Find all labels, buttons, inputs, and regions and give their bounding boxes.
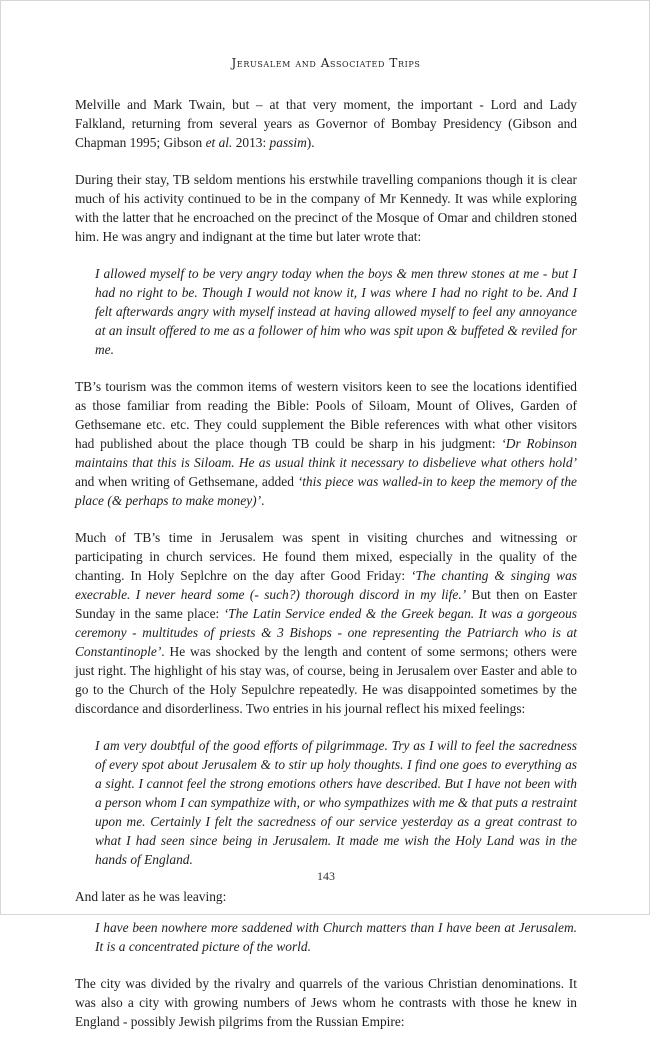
text-run: 2013: bbox=[232, 135, 270, 150]
italic-run: ‘Dr Robinson maintains that this is Siloam. He as usual think it necessary to disbelieve what others hold’ bbox=[75, 436, 577, 470]
block-quote-2: I am very doubtful of the good efforts of pilgrimmage. Try as I will to feel the sacredness of every spot about Jerusalem & to stir up holy thoughts. I find one goes to everything as a sight. I cannot feel the strong emotions others have described. But I have not been with a person whom I can sympathize with, or who sympathizes with me & that puts a restraint upon me. Certainly I felt the sacredness of our service yesterday as a great contrast to what I had seen since being in Jerusalem. It made me wish the Holy Land was in the hands of England. bbox=[95, 738, 577, 867]
text-run: Melville and Mark Twain, but – at that very moment, the important - Lord and Lady Falkland, returning from several years as Governor of Bombay Presidency (Gibson and Chapman 1995; Gibson bbox=[75, 97, 577, 150]
paragraph-2: During their stay, TB seldom mentions his erstwhile travelling companions though it is clear much of his activity continued to be in the company of Mr Kennedy. It was while exploring with the latter that he encroached on the precinct of the Mosque of Omar and children stoned him. He was angry and indignant at the time but later wrote that: bbox=[75, 172, 577, 244]
page-number: 143 bbox=[317, 869, 335, 883]
italic-run: ‘this piece was walled-in to keep the memory of the place (& perhaps to make money)’ bbox=[75, 474, 577, 508]
text-run: TB’s tourism was the common items of western visitors keen to see the locations identified as those familiar from reading the Bible: Pools of Siloam, Mount of Olives, Garden of Gethsemane etc. etc. They could supplement the Bible references with what other visitors had published about the place though TB could be sharp in his judgment: bbox=[75, 379, 577, 451]
italic-run: passim bbox=[269, 135, 307, 150]
italic-run: ‘The chanting & singing was execrable. I never heard some (- such?) thorough discord in my life.’ bbox=[75, 568, 577, 602]
text-run: . bbox=[261, 493, 265, 508]
italic-run: ‘The Latin Service ended & the Greek began. It was a gorgeous ceremony - multitudes of priests & 3 Bishops - one representing the Patriarch who is at Constantinople’ bbox=[75, 606, 578, 659]
text-run: But then on Easter Sunday in the same place: bbox=[75, 587, 578, 621]
text-run: Much of TB’s time in Jerusalem was spent in visiting churches and witnessing or participating in church services. He found them mixed, especially in the quality of the chanting. In Holy Seplchre on the day after Good Friday: bbox=[75, 530, 577, 583]
paragraph-6: The city was divided by the rivalry and quarrels of the various Christian denominations. It was also a city with growing numbers of Jews whom he contrasts with those he knew in England - possibly Jewish pilgrims from the Russian Empire: bbox=[75, 976, 577, 1029]
text-run: and when writing of Gethsemane, added bbox=[75, 474, 298, 489]
page-body bbox=[75, 95, 577, 1049]
text-run: . He was shocked by the length and content of some sermons; others were just right. The highlight of his stay was, of course, being in Jerusalem over Easter and able to go to the Church of the Holy Sepulchre repeatedly. He was disappointed sometimes by the discordance and disorderliness. Two entries in his journal reflect his mixed feelings: bbox=[75, 644, 577, 716]
paragraph-3 bbox=[75, 377, 577, 510]
block-quote-1: I allowed myself to be very angry today when the boys & men threw stones at me - but I had no right to be. Though I would not know it, I was where I had no right to be. And I felt afterwards angry with myself instead at having allowed myself to feel any annoyance at an insult offered to me as a follower of him who was spit upon & buffeted & reviled for me. bbox=[95, 266, 577, 357]
italic-run: et al. bbox=[205, 135, 233, 150]
paragraph-5: And later as he was leaving: bbox=[75, 889, 227, 904]
text-run: ). bbox=[306, 135, 315, 150]
paragraph-1 bbox=[75, 95, 577, 152]
block-quote-3: I have been nowhere more saddened with Church matters than I have been at Jerusalem. It is a concentrated picture of the world. bbox=[95, 920, 577, 954]
running-header: Jerusalem and Associated Trips bbox=[231, 56, 421, 70]
paragraph-4 bbox=[75, 528, 577, 718]
